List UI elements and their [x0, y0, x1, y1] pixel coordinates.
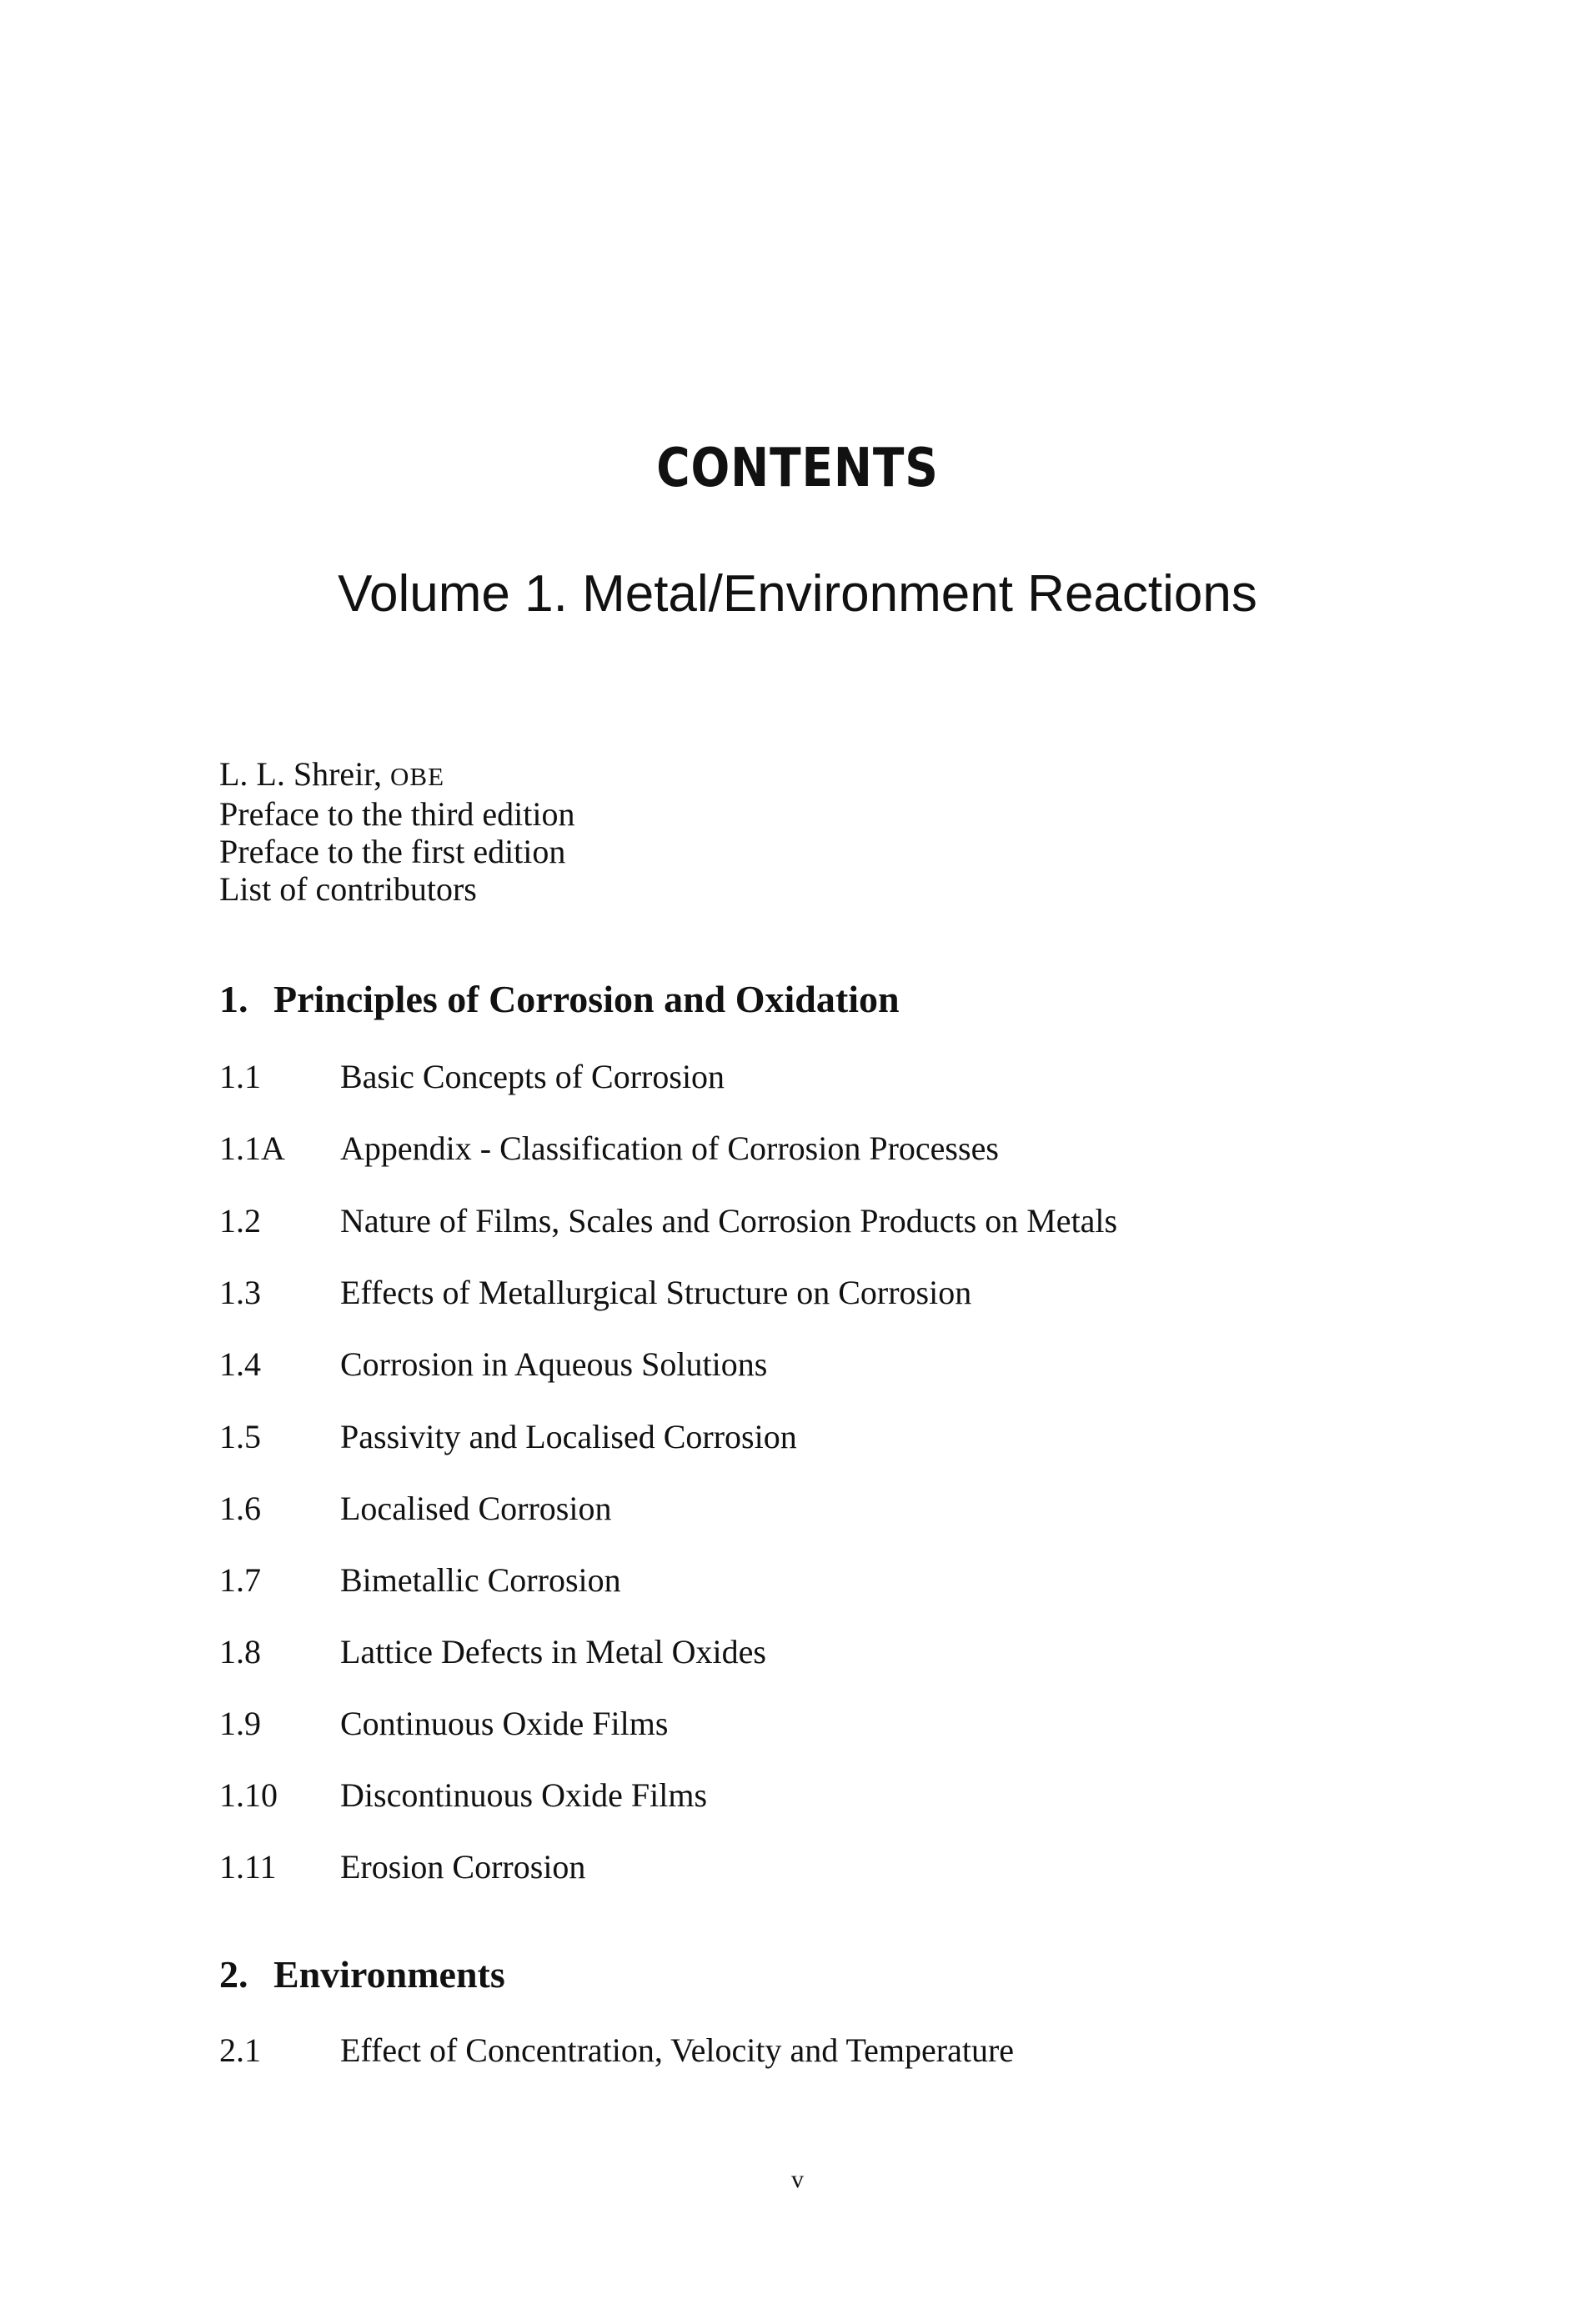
toc-entry-title: Continuous Oxide Films — [340, 1705, 669, 1742]
toc-entry-number: 1.11 — [219, 1848, 277, 1886]
toc-entry-number: 1.10 — [219, 1776, 278, 1814]
front-matter-item: List of contributors — [219, 870, 477, 908]
volume-title: Volume 1. Metal/Environment Reactions — [338, 565, 1257, 623]
toc-entry-number: 1.8 — [219, 1633, 261, 1670]
toc-entry-title: Erosion Corrosion — [340, 1848, 586, 1886]
toc-entry-title: Effects of Metallurgical Structure on Corrosion — [340, 1274, 972, 1311]
toc-entry-title: Effect of Concentration, Velocity and Temperature — [340, 2031, 1015, 2069]
section-heading — [219, 1953, 505, 1996]
toc-entry-number: 1.5 — [219, 1418, 261, 1455]
section-number: 2. — [219, 1953, 248, 1996]
toc-entry-title: Discontinuous Oxide Films — [340, 1776, 708, 1814]
author-honour: OBE — [390, 762, 445, 791]
toc-entry-title: Appendix - Classification of Corrosion Processes — [340, 1129, 999, 1167]
toc-entry-number: 1.2 — [219, 1202, 261, 1240]
toc-entry — [219, 1060, 725, 1094]
toc-entry-title: Passivity and Localised Corrosion — [340, 1418, 797, 1455]
toc-entry — [219, 1707, 668, 1740]
toc-entry — [219, 1276, 971, 1310]
toc-entry-title: Nature of Films, Scales and Corrosion Products on Metals — [340, 1202, 1118, 1240]
toc-entry-number: 1.1 — [219, 1058, 261, 1095]
toc-entry-number: 2.1 — [219, 2031, 261, 2069]
toc-entry-title: Localised Corrosion — [340, 1490, 612, 1527]
front-matter — [219, 755, 575, 908]
toc-entry-number: 1.3 — [219, 1274, 261, 1311]
toc-entry — [219, 1202, 1118, 1240]
toc-entry — [219, 1420, 797, 1454]
section-heading — [219, 980, 900, 1019]
toc-entry — [219, 1561, 621, 1599]
page-number: v — [791, 2166, 804, 2193]
toc-entry — [219, 2031, 1015, 2069]
toc-entry — [219, 1848, 586, 1886]
page-title: CONTENTS — [656, 438, 939, 499]
section-number: 1. — [219, 978, 248, 1020]
toc-entry — [219, 1129, 999, 1167]
toc-entry — [219, 1776, 708, 1814]
toc-entry — [219, 1345, 768, 1383]
toc-entry-number: 1.4 — [219, 1345, 261, 1383]
toc-entry-number: 1.1A — [219, 1129, 285, 1167]
front-matter-item: Preface to the first edition — [219, 833, 566, 870]
toc-entry — [219, 1635, 766, 1669]
toc-entry-title: Bimetallic Corrosion — [340, 1561, 621, 1599]
section-title: Principles of Corrosion and Oxidation — [273, 978, 900, 1020]
author-name: L. L. Shreir, — [219, 755, 383, 793]
author-line — [219, 755, 575, 795]
section-title: Environments — [273, 1953, 505, 1996]
toc-entry-number: 1.7 — [219, 1561, 261, 1599]
toc-entry-title: Corrosion in Aqueous Solutions — [340, 1345, 768, 1383]
toc-entry-number: 1.6 — [219, 1490, 261, 1527]
toc-entry-title: Lattice Defects in Metal Oxides — [340, 1633, 766, 1670]
toc-entry-title: Basic Concepts of Corrosion — [340, 1058, 725, 1095]
toc-entry-number: 1.9 — [219, 1705, 261, 1742]
toc-entry — [219, 1492, 612, 1525]
front-matter-item: Preface to the third edition — [219, 795, 575, 833]
